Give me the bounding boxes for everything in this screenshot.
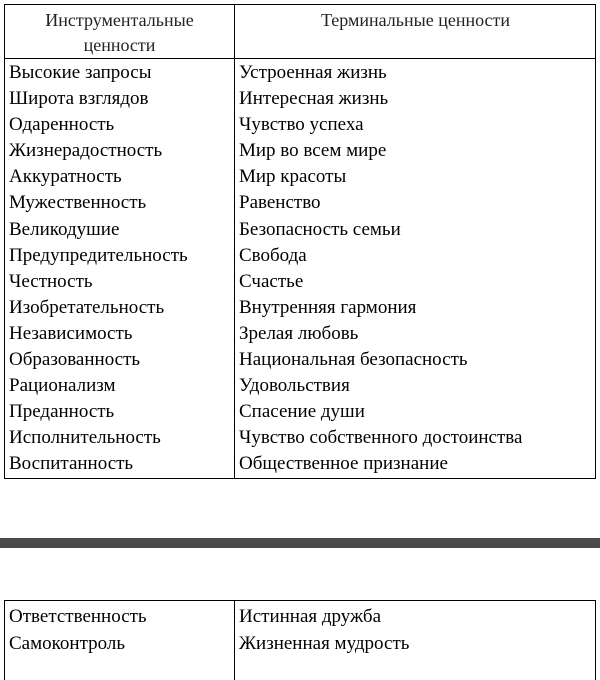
terminal-value-item: Чувство успеха	[239, 114, 364, 136]
instrumental-value-item: Самоконтроль	[9, 633, 125, 654]
instrumental-value-item: Исполнительность	[9, 427, 161, 449]
terminal-value-item: Безопасность семьи	[239, 218, 401, 240]
instrumental-value-item: Воспитанность	[9, 453, 134, 475]
instrumental-value-item: Аккуратность	[9, 166, 122, 188]
terminal-value-item: Общественное признание	[239, 453, 448, 475]
page-separator-bar	[0, 538, 600, 548]
instrumental-value-item: Одаренность	[9, 114, 115, 136]
terminal-value-item: Мир во всем мире	[239, 140, 387, 162]
header-left-line1: Инструментальные	[45, 10, 194, 30]
terminal-value-item: Мир красоты	[239, 166, 347, 188]
header-instrumental-values	[5, 8, 234, 58]
column-divider	[234, 601, 235, 680]
terminal-value-item: Национальная безопасность	[239, 349, 468, 371]
terminal-value-item: Устроенная жизнь	[239, 62, 387, 83]
values-table-bottom	[4, 600, 596, 680]
instrumental-value-item: Ответственность	[9, 606, 147, 627]
header-terminal-values: Терминальные ценности	[320, 10, 511, 30]
header-left-line2: ценности	[83, 35, 156, 55]
instrumental-value-item: Рационализм	[9, 375, 116, 397]
terminal-value-item: Жизненная мудрость	[239, 633, 410, 654]
terminal-values-list-continued	[239, 603, 409, 657]
values-table-top	[4, 4, 596, 479]
instrumental-value-item: Высокие запросы	[9, 62, 152, 83]
terminal-value-item: Внутренняя гармония	[239, 296, 417, 318]
instrumental-value-item: Жизнерадостность	[9, 140, 163, 162]
instrumental-values-list-continued	[9, 603, 147, 657]
instrumental-value-item: Образованность	[9, 349, 141, 371]
terminal-value-item: Свобода	[239, 244, 307, 266]
instrumental-value-item: Изобретательность	[9, 296, 165, 318]
instrumental-value-item: Независимость	[9, 322, 133, 344]
terminal-value-item: Равенство	[239, 192, 321, 214]
terminal-value-item: Интересная жизнь	[239, 88, 389, 110]
terminal-value-item: Удовольствия	[239, 375, 350, 397]
instrumental-value-item: Великодушие	[9, 218, 120, 240]
instrumental-value-item: Мужественность	[9, 192, 147, 214]
table-header-row	[5, 5, 595, 59]
instrumental-value-item: Честность	[9, 270, 93, 292]
instrumental-values-list	[9, 60, 188, 478]
terminal-value-item: Истинная дружба	[239, 606, 382, 627]
column-divider	[234, 5, 235, 478]
terminal-values-list	[239, 60, 522, 478]
terminal-value-item: Чувство собственного достоинства	[239, 427, 523, 449]
instrumental-value-item: Широта взглядов	[9, 88, 149, 110]
terminal-value-item: Зрелая любовь	[239, 322, 359, 344]
instrumental-value-item: Преданность	[9, 401, 115, 423]
instrumental-value-item: Предупредительность	[9, 244, 188, 266]
terminal-value-item: Счастье	[239, 270, 304, 292]
terminal-value-item: Спасение души	[239, 401, 365, 423]
